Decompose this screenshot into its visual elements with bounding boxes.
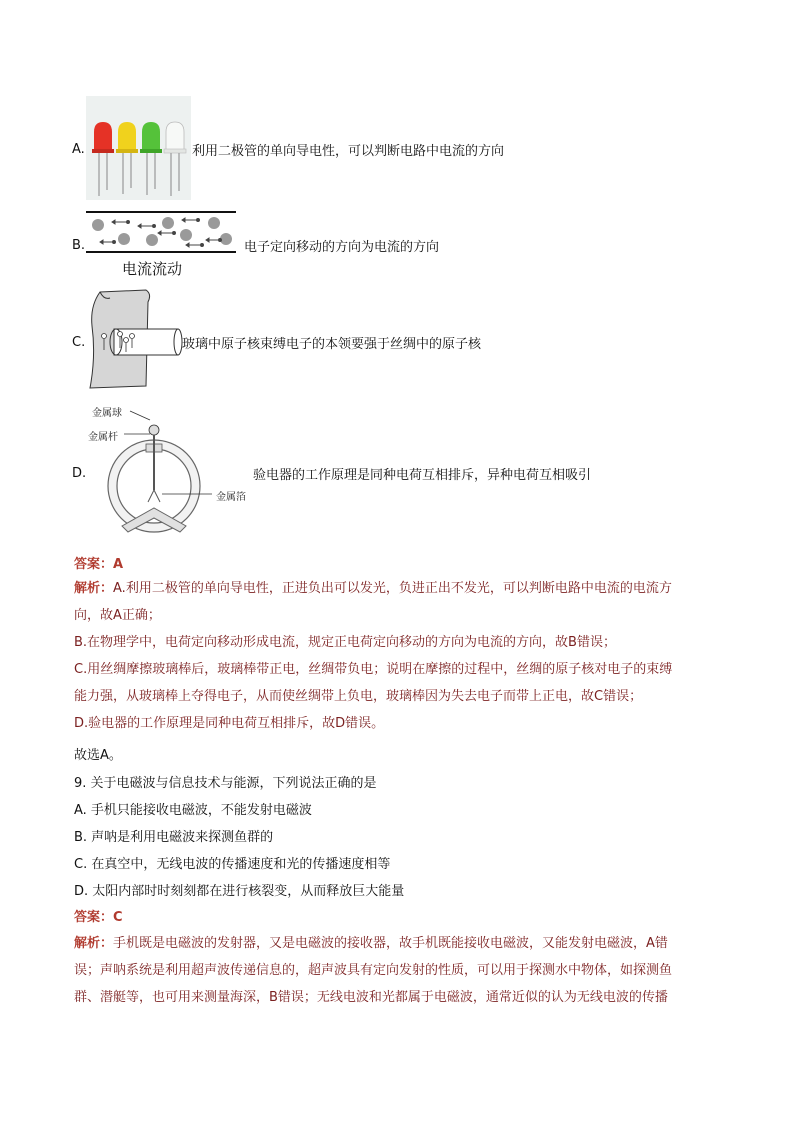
explanation-line: D.验电器的工作原理是同种电荷互相排斥，故D错误。 <box>74 716 385 731</box>
electron-flow-figure <box>86 209 236 255</box>
explanation-line: C.用丝绸摩擦玻璃棒后，玻璃棒带正电，丝绸带负电；说明在摩擦的过程中，丝绸的原子核对电子的束缚 <box>74 662 673 677</box>
option-a-text: 利用二极管的单向导电性，可以判断电路中电流的方向 <box>192 144 505 159</box>
label-metal-rod: 金属杆 <box>88 432 118 443</box>
question-9-stem: 9. 关于电磁波与信息技术与能源，下列说法正确的是 <box>74 776 377 791</box>
label-metal-foil: 金属箔 <box>216 492 246 503</box>
option-c-text: 玻璃中原子核束缚电子的本领要强于丝绸中的原子核 <box>182 337 482 352</box>
answer-prev-value: A <box>113 557 124 572</box>
explanation-line: 误；声呐系统是利用超声波传递信息的，超声波具有定向发射的性质，可以用于探测水中物体，如探测鱼 <box>74 963 673 978</box>
question-9-option-a: A. 手机只能接收电磁波，不能发射电磁波 <box>74 803 312 818</box>
question-9-option-d: D. 太阳内部时时刻刻都在进行核裂变，从而释放巨大能量 <box>74 884 405 899</box>
question-9-option-b: B. 声呐是利用电磁波来探测鱼群的 <box>74 830 274 845</box>
explanation-9-label: 解析： <box>74 936 114 951</box>
explanation-line: B.在物理学中，电荷定向移动形成电流，规定正电荷定向移动的方向为电流的方向，故B错误； <box>74 635 616 650</box>
answer-9-label: 答案： <box>74 910 114 925</box>
question-9 <box>74 770 404 905</box>
conclusion-prev: 故选A。 <box>74 748 122 763</box>
explanation-prev-label: 解析： <box>74 581 114 596</box>
explanation-line: 能力强，从玻璃棒上夺得电子，从而使丝绸带上负电，玻璃棒因为失去电子而带上正电，故C错误； <box>74 689 643 704</box>
explanation-line: 解析：A.利用二极管的单向导电性，正进负出可以发光，负进正出不发光，可以判断电路中电流的电流方 <box>74 581 672 596</box>
figure-caption-current-flow: 电流流动 <box>122 260 183 278</box>
option-d-letter: D. <box>72 466 87 481</box>
electroscope-figure <box>84 398 264 540</box>
explanation-line: 解析：手机既是电磁波的发射器，又是电磁波的接收器，故手机既能接收电磁波，又能发射电磁波，A错 <box>74 936 668 951</box>
explanation-line: 向，故A正确； <box>74 608 161 623</box>
answer-prev-label: 答案： <box>74 557 114 572</box>
option-a-letter: A. <box>72 142 85 157</box>
explanation-9 <box>74 930 734 1011</box>
explanation-prev <box>74 575 734 737</box>
answer-9 <box>74 906 123 925</box>
option-b-letter: B. <box>72 238 86 253</box>
option-d-text: 验电器的工作原理是同种电荷互相排斥，异种电荷互相吸引 <box>253 468 592 483</box>
label-metal-ball: 金属球 <box>92 408 122 419</box>
option-c-letter: C. <box>72 335 86 350</box>
question-9-option-c: C. 在真空中，无线电波的传播速度和光的传播速度相等 <box>74 857 391 872</box>
answer-9-value: C <box>113 910 123 925</box>
led-photo <box>86 96 191 200</box>
glass-rod-silk-figure <box>86 286 186 390</box>
explanation-line: 群、潜艇等，也可用来测量海深，B错误；无线电波和光都属于电磁波，通常近似的认为无线电波的传播 <box>74 990 668 1005</box>
answer-prev <box>74 553 123 572</box>
option-b-text: 电子定向移动的方向为电流的方向 <box>244 240 440 255</box>
